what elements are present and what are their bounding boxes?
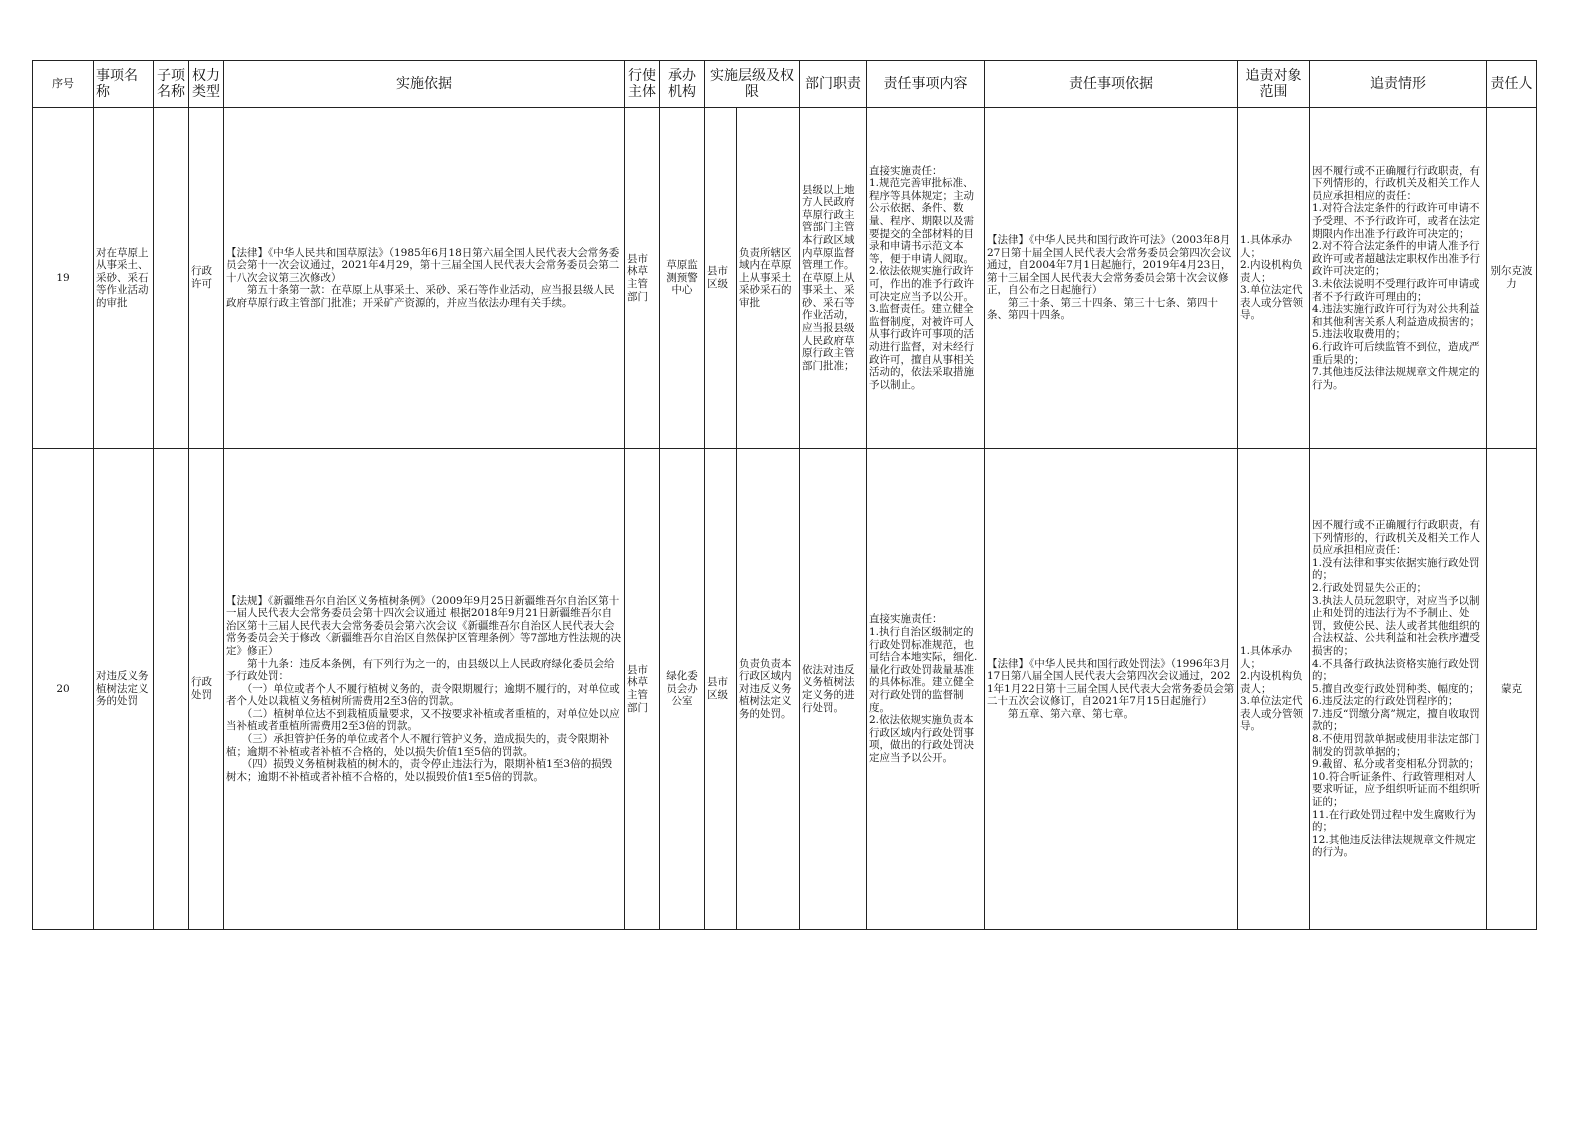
header-basis: 实施依据 (224, 61, 625, 108)
responsibility-table (32, 60, 1537, 930)
cell-duty: 依法对违反义务植树法定义务的进行处罚。 (800, 449, 867, 930)
cell-subject: 县市林草主管部门 (625, 449, 660, 930)
cell-person: 蒙克 (1487, 449, 1537, 930)
cell-handling-org: 草原监测预警中心 (660, 108, 705, 449)
cell-power-type: 行政许可 (189, 108, 224, 449)
cell-power-type: 行政处罚 (189, 449, 224, 930)
cell-seq: 19 (33, 108, 94, 449)
header-level: 实施层级及权限 (705, 61, 800, 108)
cell-basis: 【法律】《中华人民共和国草原法》（1985年6月18日第六届全国人民代表大会常务委员会第十一次会议通过，2021年4月29，第十三届全国人民代表大会常务委员会第二十八次会议第三次修改） 第五十条第一款：在草原上从事采土、采砂、采石等作业活动，应当报县级人民政府草原行政主管部门批准；开采矿产资源的，并应当依法办理有关手续。 (224, 108, 625, 449)
header-accountability-scope: 追责对象范围 (1238, 61, 1310, 108)
cell-resp-basis: 【法律】《中华人民共和国行政处罚法》（1996年3月17日第八届全国人民代表大会第四次会议通过，2021年1月22日第十三届全国人民代表大会常务委员会第二十五次会议修订，自2021年7月15日起施行） 第五章、第六章、第七章。 (985, 449, 1238, 930)
cell-basis: 【法规】《新疆维吾尔自治区义务植树条例》（2009年9月25日新疆维吾尔自治区第十一届人民代表大会常务委员会第十四次会议通过 根据2018年9月21日新疆维吾尔自治区第十三届人民代表大会常务委员会第六次会议《新疆维吾尔自治区人民代表大会常务委员会关于修改〈新疆维吾尔自治区自然保护区管理条例〉等7部地方性法规的决定》修正） 第十九条：违反本条例，有下列行为之一的，由县级以上人民政府绿化委员会给予行政处罚： （一）单位或者个人不履行植树义务的，责令限期履行；逾期不履行的，对单位或者个人处以栽植义务植树所需费用2至3倍的罚款。 （二）植树单位达不到栽植质量要求，又不按要求补植或者重植的，对单位处以应当补植或者重植所需费用2至3倍的罚款。 （三）承担管护任务的单位或者个人不履行管护义务，造成损失的，责令限期补植；逾期不补植或者补植不合格的，处以损失价值1至5倍的罚款。 （四）损毁义务植树栽植的树木的，责令停止违法行为，限期补植1至3倍的损毁树木；逾期不补植或者补植不合格的，处以损毁价值1至5倍的罚款。 (224, 449, 625, 930)
cell-subject: 县市林草主管部门 (625, 108, 660, 449)
header-item-name: 事项名称 (94, 61, 154, 108)
cell-seq: 20 (33, 449, 94, 930)
header-row (33, 61, 1537, 108)
table-row (33, 108, 1537, 449)
header-seq: 序号 (33, 61, 94, 108)
cell-accountability-scope: 1.具体承办人； 2.内设机构负责人； 3.单位法定代表人或分管领导。 (1238, 108, 1310, 449)
cell-authority: 负责负责本行政区域内对违反义务植树法定义务的处罚。 (737, 449, 800, 930)
header-resp-content: 责任事项内容 (867, 61, 985, 108)
cell-item-name: 对在草原上从事采土、采砂、采石等作业活动的审批 (94, 108, 154, 449)
header-resp-basis: 责任事项依据 (985, 61, 1238, 108)
cell-handling-org: 绿化委员会办公室 (660, 449, 705, 930)
header-sub-item: 子项名称 (154, 61, 189, 108)
cell-accountability-cases: 因不履行或不正确履行行政职责，有下列情形的，行政机关及相关工作人员应承担相应责任： 1.没有法律和事实依据实施行政处罚的； 2.行政处罚显失公正的； 3.执法人员玩忽职守，对应当予以制止和处罚的违法行为不予制止、处罚，致使公民、法人或者其他组织的合法权益、公共利益和社会秩序遭受损害的； 4.不具备行政执法资格实施行政处罚的； 5.擅自改变行政处罚种类、幅度的； 6.违反法定的行政处罚程序的； 7.违反“罚缴分离”规定，擅自收取罚款的； 8.不使用罚款单据或使用非法定部门制发的罚款单据的； 9.截留、私分或者变相私分罚款的； 10.符合听证条件、行政管理相对人要求听证，应予组织听证而不组织听证的； 11.在行政处罚过程中发生腐败行为的； 12.其他违反法律法规规章文件规定的行为。 (1310, 449, 1487, 930)
cell-accountability-scope: 1.具体承办人； 2.内设机构负责人； 3.单位法定代表人或分管领导。 (1238, 449, 1310, 930)
cell-duty: 县级以上地方人民政府草原行政主管部门主管本行政区域内草原监督管理工作。在草原上从事采土、采砂、采石等作业活动，应当报县级人民政府草原行政主管部门批准； (800, 108, 867, 449)
header-subject: 行使主体 (625, 61, 660, 108)
cell-level: 县市区级 (705, 449, 737, 930)
cell-person: 别尔克波力 (1487, 108, 1537, 449)
cell-level: 县市区级 (705, 108, 737, 449)
cell-resp-basis: 【法律】《中华人民共和国行政许可法》（2003年8月27日第十届全国人民代表大会常务委员会第四次会议通过，自2004年7月1日起施行，2019年4月23日，第十三届全国人民代表大会常务委员会第十次会议修正，自公布之日起施行） 第三十条、第三十四条、第三十七条、第四十条、第四十四条。 (985, 108, 1238, 449)
header-power-type: 权力类型 (189, 61, 224, 108)
header-handling-org: 承办机构 (660, 61, 705, 108)
cell-authority: 负责所辖区域内在草原上从事采土采砂采石的审批 (737, 108, 800, 449)
cell-accountability-cases: 因不履行或不正确履行行政职责，有下列情形的，行政机关及相关工作人员应承担相应的责任： 1.对符合法定条件的行政许可申请不予受理、不予行政许可，或者在法定期限内作出准予行政许可决定的； 2.对不符合法定条件的申请人准予行政许可或者超越法定职权作出准予行政许可决定的； 3.未依法说明不受理行政许可申请或者不予行政许可理由的； 4.违法实施行政许可行为对公共利益和其他利害关系人利益造成损害的； 5.违法收取费用的； 6.行政许可后续监管不到位，造成严重后果的； 7.其他违反法律法规规章文件规定的行为。 (1310, 108, 1487, 449)
header-accountability-cases: 追责情形 (1310, 61, 1487, 108)
cell-sub-item (154, 449, 189, 930)
cell-resp-content: 直接实施责任： 1.规范完善审批标准、程序等具体规定；主动公示依据、条件、数量、程序、期限以及需要提交的全部材料的目录和申请书示范文本等，便于申请人阅取。 2.依法依规实施行政许可，作出的准予行政许可决定应当予以公开。 3.监督责任。建立健全监督制度，对被许可人从事行政许可事项的活动进行监督，对未经行政许可，擅自从事相关活动的，依法采取措施予以制止。 (867, 108, 985, 449)
table-row (33, 449, 1537, 930)
header-duty: 部门职责 (800, 61, 867, 108)
header-person: 责任人 (1487, 61, 1537, 108)
cell-sub-item (154, 108, 189, 449)
cell-resp-content: 直接实施责任： 1.执行自治区级制定的行政处罚标准规范，也可结合本地实际，细化.量化行政处罚裁量基准的具体标准。建立健全对行政处罚的监督制度。 2.依法依规实施负责本行政区域内行政处罚事项，做出的行政处罚决定应当予以公开。 (867, 449, 985, 930)
cell-item-name: 对违反义务植树法定义务的处罚 (94, 449, 154, 930)
